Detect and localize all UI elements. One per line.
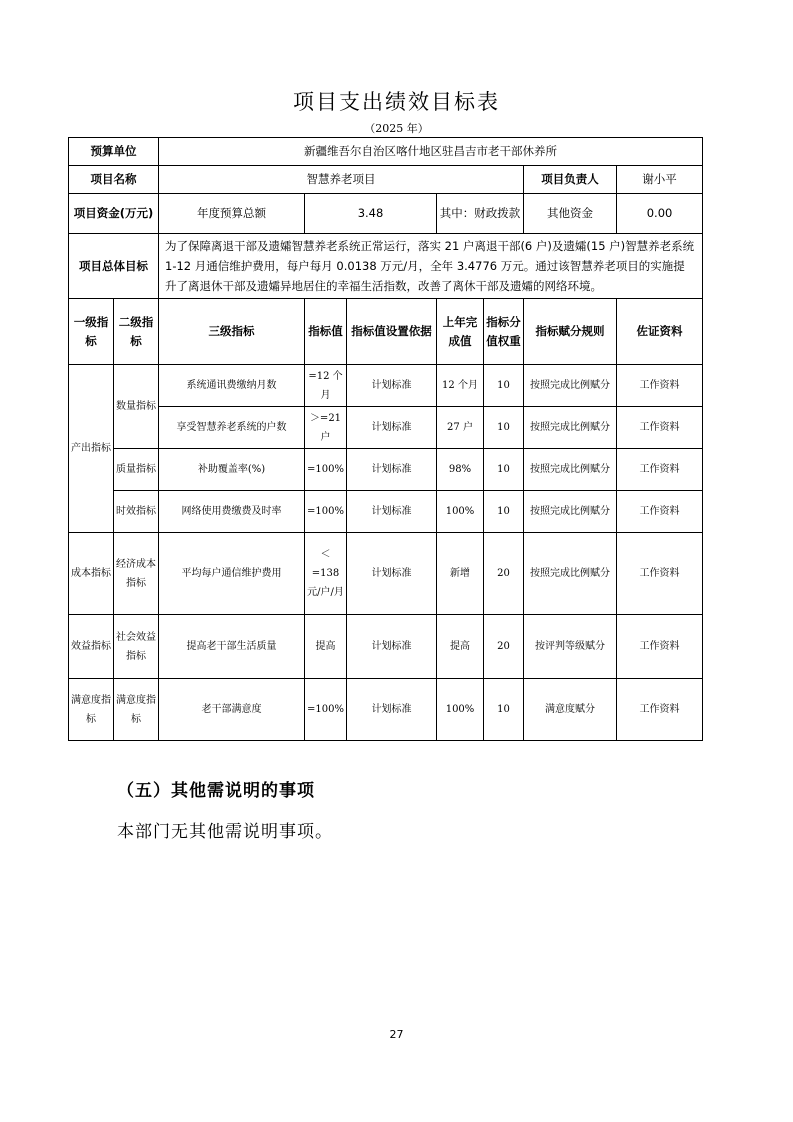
name-row	[69, 166, 703, 194]
value-cell: ＜=138 元/户/月	[305, 533, 347, 615]
goal-label: 项目总体目标	[69, 234, 159, 299]
section-heading: （五）其他需说明的事项	[117, 781, 315, 801]
table-row	[69, 491, 703, 533]
group-satisfaction-sub: 满意度指标	[114, 679, 159, 741]
col-level3: 三级指标	[159, 299, 305, 365]
basis-cell: 计划标准	[347, 407, 437, 449]
group-quality: 质量指标	[114, 449, 159, 491]
indicator-cell: 平均每户通信维护费用	[159, 533, 305, 615]
weight-cell: 10	[484, 407, 524, 449]
indicator-cell: 系统通讯费缴纳月数	[159, 365, 305, 407]
group-econ-cost: 经济成本指标	[114, 533, 159, 615]
col-value: 指标值	[305, 299, 347, 365]
other-value: 0.00	[617, 194, 703, 234]
weight-cell: 20	[484, 533, 524, 615]
group-social: 社会效益指标	[114, 615, 159, 679]
unit-label: 预算单位	[69, 138, 159, 166]
col-level2: 二级指标	[114, 299, 159, 365]
year-caption: （2025 年）	[364, 122, 429, 135]
group-quantity: 数量指标	[114, 365, 159, 449]
weight-cell: 10	[484, 491, 524, 533]
last-year-cell: 27 户	[437, 407, 484, 449]
unit-value: 新疆维吾尔自治区喀什地区驻昌吉市老干部休养所	[159, 138, 703, 166]
rule-cell: 按照完成比例赋分	[524, 449, 617, 491]
last-year-cell: 98%	[437, 449, 484, 491]
table-row	[69, 407, 703, 449]
table-row	[69, 449, 703, 491]
table-row	[69, 679, 703, 741]
rule-cell: 按照完成比例赋分	[524, 365, 617, 407]
last-year-cell: 100%	[437, 679, 484, 741]
group-satisfaction: 满意度指标	[69, 679, 114, 741]
weight-cell: 20	[484, 615, 524, 679]
indicator-cell: 享受智慧养老系统的户数	[159, 407, 305, 449]
col-evidence: 佐证资料	[617, 299, 703, 365]
rule-cell: 按照完成比例赋分	[524, 491, 617, 533]
name-label: 项目名称	[69, 166, 159, 194]
indicator-cell: 老干部满意度	[159, 679, 305, 741]
last-year-cell: 新增	[437, 533, 484, 615]
indicator-cell: 提高老干部生活质量	[159, 615, 305, 679]
fiscal-label: 其中：财政拨款	[437, 194, 524, 234]
unit-row	[69, 138, 703, 166]
annual-value: 3.48	[305, 194, 437, 234]
basis-cell: 计划标准	[347, 615, 437, 679]
page-title: 项目支出绩效目标表	[293, 90, 500, 114]
value-cell: =100%	[305, 491, 347, 533]
value-cell: =100%	[305, 449, 347, 491]
rule-cell: 按照完成比例赋分	[524, 407, 617, 449]
evidence-cell: 工作资料	[617, 407, 703, 449]
rule-cell: 按照完成比例赋分	[524, 533, 617, 615]
basis-cell: 计划标准	[347, 365, 437, 407]
last-year-cell: 12 个月	[437, 365, 484, 407]
evidence-cell: 工作资料	[617, 615, 703, 679]
goal-text: 为了保障离退干部及遗孀智慧养老系统正常运行，落实 21 户离退干部(6 户)及遗孀(15 户)智慧养老系统 1-12 月通信维护费用，每户每月 0.0138 万元/月，全年 3.4776 万元。通过该智慧养老项目的实施提升了离退休干部及遗孀异地居住的幸福生活指数，改善了离休干部及遗孀的网络环境。	[159, 234, 703, 299]
value-cell: =12 个月	[305, 365, 347, 407]
weight-cell: 10	[484, 365, 524, 407]
weight-cell: 10	[484, 449, 524, 491]
basis-cell: 计划标准	[347, 679, 437, 741]
table-row	[69, 365, 703, 407]
value-cell: 提高	[305, 615, 347, 679]
name-value: 智慧养老项目	[159, 166, 524, 194]
col-weight: 指标分值权重	[484, 299, 524, 365]
performance-table	[68, 137, 703, 741]
evidence-cell: 工作资料	[617, 533, 703, 615]
value-cell: ＞=21 户	[305, 407, 347, 449]
page-number: 27	[389, 1028, 404, 1041]
weight-cell: 10	[484, 679, 524, 741]
basis-cell: 计划标准	[347, 533, 437, 615]
table-row	[69, 533, 703, 615]
col-last-year: 上年完成值	[437, 299, 484, 365]
evidence-cell: 工作资料	[617, 365, 703, 407]
last-year-cell: 提高	[437, 615, 484, 679]
column-header-row	[69, 299, 703, 365]
annual-label: 年度预算总额	[159, 194, 305, 234]
col-basis: 指标值设置依据	[347, 299, 437, 365]
section-paragraph: 本部门无其他需说明事项。	[117, 822, 333, 842]
value-cell: =100%	[305, 679, 347, 741]
table-row	[69, 615, 703, 679]
fund-row	[69, 194, 703, 234]
group-cost: 成本指标	[69, 533, 114, 615]
basis-cell: 计划标准	[347, 491, 437, 533]
group-benefit: 效益指标	[69, 615, 114, 679]
indicator-cell: 补助覆盖率(%)	[159, 449, 305, 491]
group-timeliness: 时效指标	[114, 491, 159, 533]
evidence-cell: 工作资料	[617, 679, 703, 741]
fund-label: 项目资金(万元)	[69, 194, 159, 234]
basis-cell: 计划标准	[347, 449, 437, 491]
col-level1: 一级指标	[69, 299, 114, 365]
owner-label: 项目负责人	[524, 166, 617, 194]
group-output: 产出指标	[69, 365, 114, 533]
other-label: 其他资金	[524, 194, 617, 234]
indicator-cell: 网络使用费缴费及时率	[159, 491, 305, 533]
evidence-cell: 工作资料	[617, 491, 703, 533]
evidence-cell: 工作资料	[617, 449, 703, 491]
goal-row	[69, 234, 703, 299]
rule-cell: 按评判等级赋分	[524, 615, 617, 679]
last-year-cell: 100%	[437, 491, 484, 533]
owner-value: 谢小平	[617, 166, 703, 194]
rule-cell: 满意度赋分	[524, 679, 617, 741]
col-rule: 指标赋分规则	[524, 299, 617, 365]
